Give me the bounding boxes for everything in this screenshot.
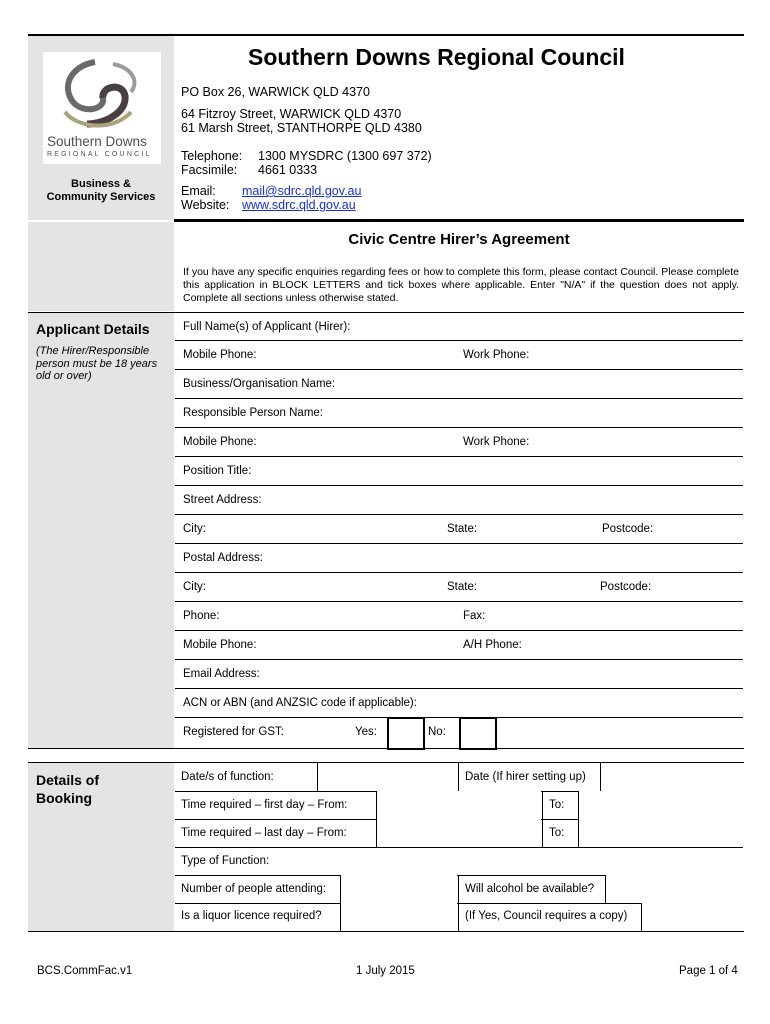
department-label: Business & Community Services	[46, 178, 156, 203]
postal-postcode-field[interactable]: Postcode:	[600, 581, 652, 593]
row-divider	[175, 427, 743, 428]
alcohol-label: Will alcohol be available?	[465, 883, 595, 895]
row-divider	[175, 398, 743, 399]
function-dates-input[interactable]	[318, 763, 457, 790]
setup-date-label: Date (If hirer setting up)	[465, 771, 586, 783]
email-link[interactable]: mail@sdrc.qld.gov.au	[242, 184, 362, 198]
gst-label: Registered for GST:	[183, 726, 284, 738]
council-logo	[43, 52, 161, 164]
facsimile-value: 4661 0333	[258, 163, 318, 177]
address-stanthorpe: 61 Marsh Street, STANTHORPE QLD 4380	[181, 121, 422, 135]
website-label: Website:	[181, 198, 230, 212]
cell-divider	[458, 903, 459, 931]
footer-code: BCS.CommFac.v1	[37, 965, 133, 977]
first-day-from-input[interactable]	[377, 791, 541, 818]
cell-divider	[458, 763, 459, 791]
row-divider	[175, 340, 743, 341]
facsimile-label: Facsimile:	[181, 163, 238, 177]
row-divider	[175, 456, 743, 457]
address-warwick: 64 Fitzroy Street, WARWICK QLD 4370	[181, 107, 402, 121]
row-divider	[175, 514, 743, 515]
form-title: Civic Centre Hirer’s Agreement	[348, 231, 570, 248]
last-day-from-input[interactable]	[377, 819, 541, 846]
po-box: PO Box 26, WARWICK QLD 4370	[181, 85, 370, 99]
form-intro: If you have any specific enquiries regarding fees or how to complete this form, please contact Council. Please complete this application in BLOCK LETTERS and tick boxes where applicable. Enter "N/A" if the question does not apply. Complete all sections unless otherwise stated.	[183, 266, 739, 304]
gst-no-label: No:	[428, 726, 446, 738]
fax-field[interactable]: Fax:	[463, 610, 486, 622]
function-dates-label: Date/s of function:	[181, 771, 274, 783]
row-divider	[175, 572, 743, 573]
row-divider	[175, 630, 743, 631]
liquor-copy-input[interactable]	[642, 903, 743, 930]
street-city-field[interactable]: City:	[183, 523, 206, 535]
street-address-field[interactable]: Street Address:	[183, 494, 262, 506]
row-divider	[175, 601, 743, 602]
email-label: Email:	[181, 184, 216, 198]
row-divider	[175, 485, 743, 486]
mobile-phone-field[interactable]: Mobile Phone:	[183, 349, 257, 361]
booking-heading: Details of Booking	[36, 772, 100, 806]
business-name-field[interactable]: Business/Organisation Name:	[183, 378, 336, 390]
last-day-to-label: To:	[549, 827, 565, 839]
alcohol-input[interactable]	[606, 875, 743, 902]
title-sidebar	[28, 222, 174, 311]
full-name-field[interactable]: Full Name(s) of Applicant (Hirer):	[183, 321, 351, 333]
website-link[interactable]: www.sdrc.qld.gov.au	[242, 198, 356, 212]
org-title: Southern Downs Regional Council	[248, 44, 625, 70]
street-state-field[interactable]: State:	[447, 523, 478, 535]
people-attending-input[interactable]	[341, 875, 457, 902]
applicant-heading: Applicant Details	[36, 321, 150, 337]
logo-line1: Southern Downs	[47, 134, 147, 149]
function-type-field[interactable]: Type of Function:	[181, 855, 270, 867]
cell-divider	[458, 875, 459, 903]
applicant-bottom-border	[28, 748, 744, 749]
booking-bottom-border	[28, 931, 744, 932]
cell-divider	[542, 791, 543, 819]
street-postcode-field[interactable]: Postcode:	[602, 523, 654, 535]
gst-yes-label: Yes:	[355, 726, 377, 738]
postal-city-field[interactable]: City:	[183, 581, 206, 593]
logo-line2: REGIONAL COUNCIL	[47, 151, 152, 158]
gst-no-checkbox[interactable]	[459, 717, 497, 750]
position-title-field[interactable]: Position Title:	[183, 465, 252, 477]
row-divider	[175, 659, 743, 660]
first-day-label: Time required – first day – From:	[181, 799, 348, 811]
postal-address-field[interactable]: Postal Address:	[183, 552, 263, 564]
telephone-value: 1300 MYSDRC (1300 697 372)	[258, 149, 432, 163]
first-day-to-input[interactable]	[579, 791, 743, 818]
work-phone-field[interactable]: Work Phone:	[463, 349, 530, 361]
responsible-mobile-field[interactable]: Mobile Phone:	[183, 436, 257, 448]
gst-yes-checkbox[interactable]	[387, 717, 425, 750]
phone-field[interactable]: Phone:	[183, 610, 220, 622]
setup-date-input[interactable]	[601, 763, 743, 790]
telephone-label: Telephone:	[181, 149, 243, 163]
people-attending-label: Number of people attending:	[181, 883, 327, 895]
liquor-licence-input[interactable]	[341, 903, 457, 930]
row-divider	[175, 847, 743, 848]
liquor-note-label: (If Yes, Council requires a copy)	[465, 910, 628, 922]
last-day-label: Time required – last day – From:	[181, 827, 347, 839]
ah-phone-field[interactable]: A/H Phone:	[463, 639, 522, 651]
applicant-note: (The Hirer/Responsible person must be 18 years old or over)	[36, 345, 158, 382]
row-divider	[175, 369, 743, 370]
liquor-licence-label: Is a liquor licence required?	[181, 910, 322, 922]
footer-date: 1 July 2015	[356, 965, 415, 977]
responsible-work-field[interactable]: Work Phone:	[463, 436, 530, 448]
postal-state-field[interactable]: State:	[447, 581, 478, 593]
responsible-person-field[interactable]: Responsible Person Name:	[183, 407, 323, 419]
cell-divider	[542, 819, 543, 847]
first-day-to-label: To:	[549, 799, 565, 811]
footer-page: Page 1 of 4	[679, 965, 738, 977]
last-day-to-input[interactable]	[579, 819, 743, 846]
row-divider	[175, 543, 743, 544]
acn-abn-field[interactable]: ACN or ABN (and ANZSIC code if applicable):	[183, 697, 417, 709]
row-divider	[175, 688, 743, 689]
email-address-field[interactable]: Email Address:	[183, 668, 260, 680]
mobile-phone-2-field[interactable]: Mobile Phone:	[183, 639, 257, 651]
header-divider	[174, 219, 744, 222]
